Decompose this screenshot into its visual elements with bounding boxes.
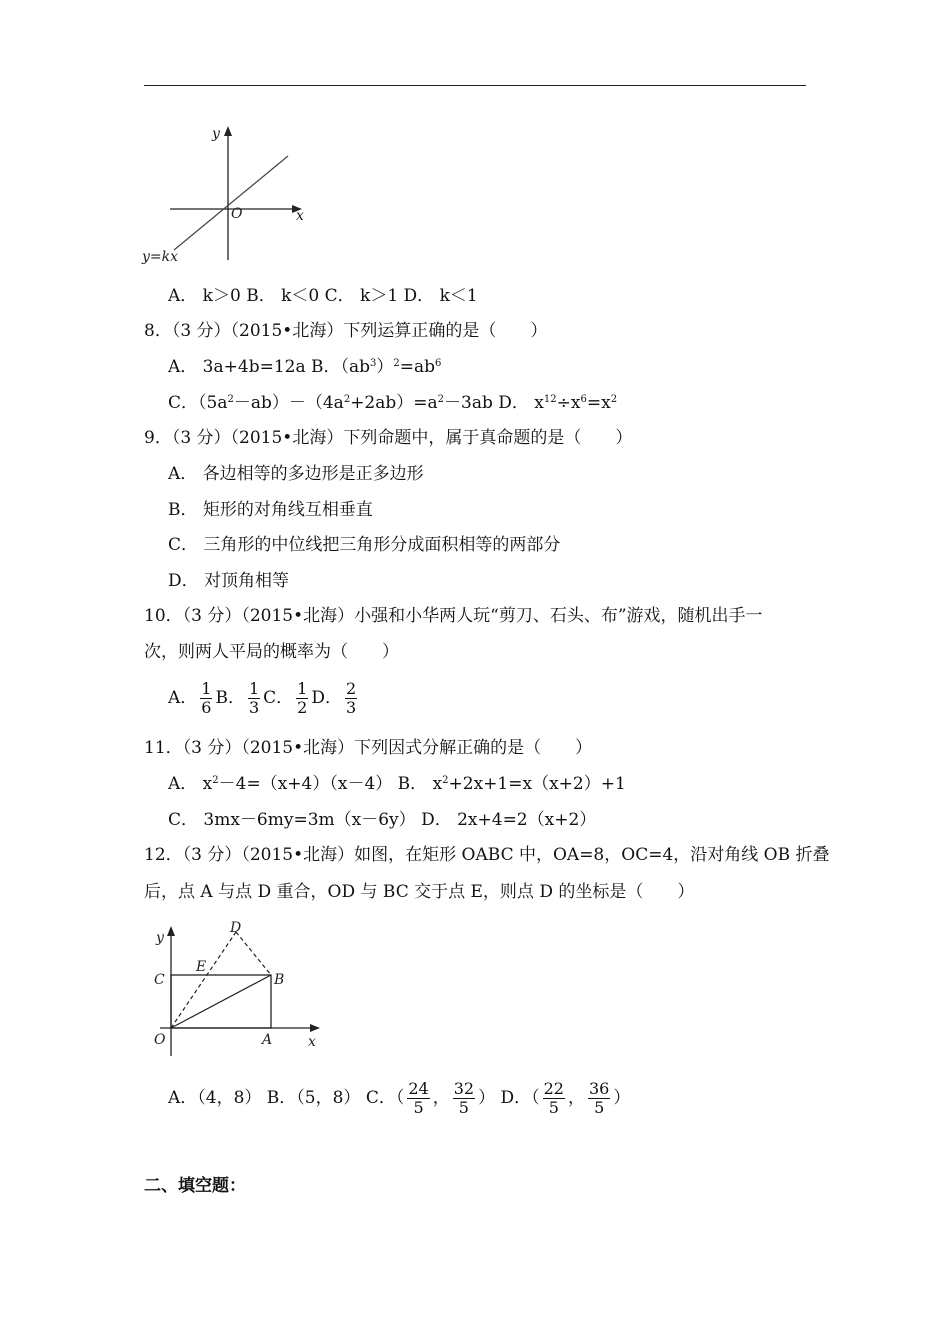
q9-option-d: D． 对顶角相等 <box>168 571 290 591</box>
fig2-origin-label: O <box>154 1032 166 1048</box>
q8-stem: 8．（3 分）（2015•北海）下列运算正确的是（ ） <box>144 321 548 341</box>
q8-options-cd: C．$(5a^2-ab)-(4a^2+2ab)=a^2-3ab$ D． $x^{12}\div x^6=x^2$ <box>168 393 618 413</box>
fig2-x-label: x <box>308 1034 316 1050</box>
q9-option-b: B． 矩形的对角线互相垂直 <box>168 500 373 520</box>
fig2-y-label: y <box>156 930 164 946</box>
q9-option-a: A． 各边相等的多边形是正多边形 <box>168 464 424 484</box>
q9-option-c: C． 三角形的中位线把三角形分成面积相等的两部分 <box>168 535 561 555</box>
figure-linear-function <box>140 120 320 274</box>
fig1-line-label: y=kx <box>142 249 179 265</box>
q10-options: A． $\frac{1}{6}$ B． $\frac{1}{3}$ C． $\frac{1}{2}$ D． $\frac{2}{3}$ <box>168 679 357 717</box>
fig2-point-b: B <box>274 972 285 988</box>
fig1-origin-label: O <box>231 206 243 222</box>
q11-options-ab: A． $x^2-4=(x+4)(x-4)$ B． $x^2+2x+1=x(x+2)+1$ <box>168 774 626 794</box>
q10-stem-line2: 次，则两人平局的概率为（ ） <box>144 642 399 662</box>
q9-stem: 9．（3 分）（2015•北海）下列命题中，属于真命题的是（ ） <box>144 428 633 448</box>
q10-stem-line1: 10．（3 分）（2015•北海）小强和小华两人玩“剪刀、石头、布”游戏，随机出手一 <box>144 606 763 626</box>
header-rule <box>144 85 806 86</box>
fig2-point-d: D <box>230 920 242 936</box>
fig1-x-label: x <box>296 208 304 224</box>
q11-options-cd: C． 3mx－6my=3m（x－6y） D． 2x+4=2（x+2） <box>168 810 597 830</box>
q11-stem: 11．（3 分）（2015•北海）下列因式分解正确的是（ ） <box>144 738 593 758</box>
fig1-y-label: y <box>212 126 220 142</box>
q12-stem-line2: 后，点 A 与点 D 重合，OD 与 BC 交于点 E，则点 D 的坐标是（ ） <box>144 882 695 902</box>
q7-options: A． k＞0 B． k＜0 C． k＞1 D． k＜1 <box>168 286 478 306</box>
q12-stem-line1: 12．（3 分）（2015•北海）如图，在矩形 OABC 中，OA=8，OC=4，沿对角线 OB 折叠 <box>144 845 830 865</box>
section-heading-fill-in: 二、填空题： <box>144 1176 246 1196</box>
q12-options: A．（4，8） B．（5，8） C．（ $\frac{24}{5}$ ， $\frac{32}{5}$ ） D．（ $\frac{22}{5}$ ， $\frac{36}{5}$ ） <box>168 1079 631 1117</box>
fig2-point-e: E <box>196 959 207 975</box>
figure-rectangle-fold <box>140 918 330 1062</box>
fig2-point-a: A <box>262 1032 273 1048</box>
q8-options-ab: A． 3a+4b=12a B．$(ab^3)^2=ab^6$ <box>168 357 442 377</box>
fig2-point-c: C <box>154 972 165 988</box>
